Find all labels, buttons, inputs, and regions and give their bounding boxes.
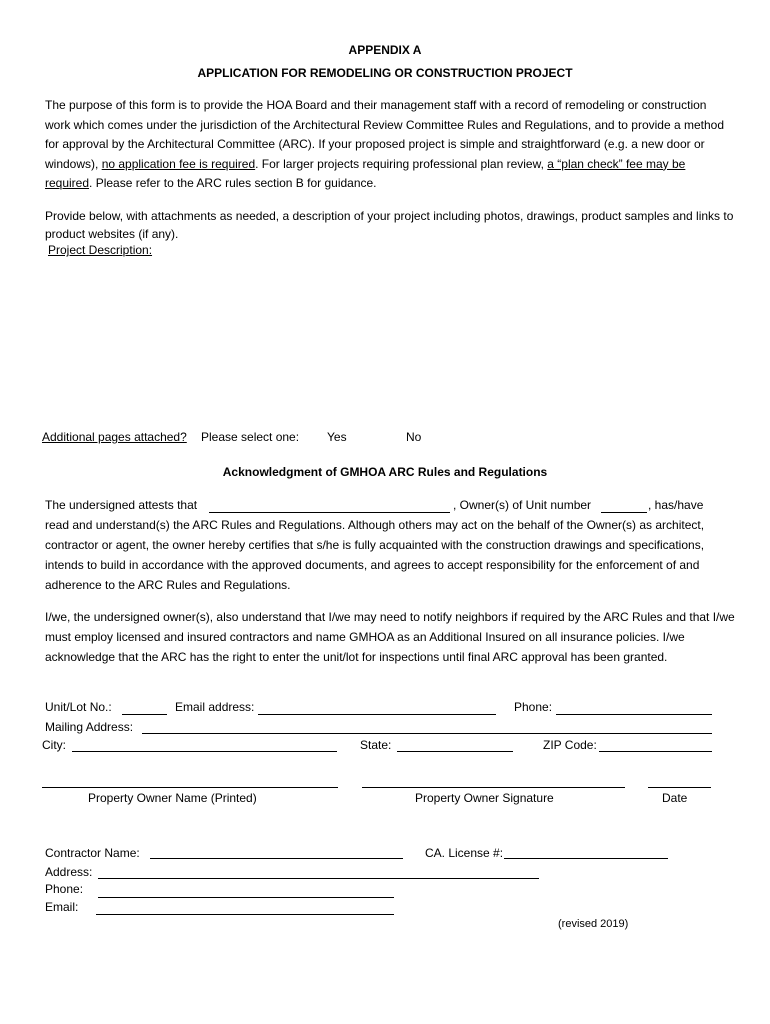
intro-paragraph: [45, 96, 735, 194]
description-instructions: Provide below, with attachments as needed, a description of your project including photos, drawings, product samples and links to product websites (if any).: [45, 209, 734, 241]
phone-label: Phone:: [514, 700, 553, 714]
additional-pages-label: Additional pages attached?: [42, 430, 187, 444]
phone-input[interactable]: [556, 714, 712, 715]
owner-of-unit-text: , Owner(s) of Unit number: [453, 498, 592, 512]
date-input[interactable]: [648, 787, 711, 788]
has-have-text: , has/have: [648, 498, 704, 512]
contractor-email-input[interactable]: [96, 914, 394, 915]
contractor-name-input[interactable]: [150, 858, 403, 859]
unit-number-blank[interactable]: [601, 512, 647, 513]
ca-license-input[interactable]: [504, 858, 668, 859]
contractor-email-label: Email:: [45, 900, 79, 914]
intro-text-3: . Please refer to the ARC rules section B for guidance.: [89, 176, 377, 191]
contractor-phone-label: Phone:: [45, 882, 84, 896]
contractor-address-input[interactable]: [98, 878, 539, 879]
page-title: APPLICATION FOR REMODELING OR CONSTRUCTION PROJECT: [197, 66, 573, 80]
ca-license-label: CA. License #:: [425, 846, 504, 860]
owner-name-printed-label: Property Owner Name (Printed): [88, 791, 257, 805]
acknowledgment-heading: Acknowledgment of GMHOA ARC Rules and Regulations: [222, 465, 548, 479]
zip-code-input[interactable]: [599, 751, 712, 752]
email-address-input[interactable]: [258, 714, 496, 715]
owner-understanding-paragraph: I/we, the undersigned owner(s), also understand that I/we may need to notify neighbors if required by the ARC Rules and that I/we must employ licensed and insured contractors and name GMHOA as an Additional Insured on all insurance policies. I/we acknowledge that the ARC has the right to enter the unit/lot for inspections until final ARC approval has been granted.: [45, 610, 735, 664]
select-one-prompt: Please select one:: [201, 430, 300, 444]
owner-name-printed-input[interactable]: [42, 787, 338, 788]
zip-code-label: ZIP Code:: [543, 738, 597, 752]
revision-note: (revised 2019): [558, 918, 629, 930]
unit-lot-label: Unit/Lot No.:: [45, 700, 112, 714]
contractor-address-label: Address:: [45, 865, 93, 879]
acknowledgment-paragraph: read and understand(s) the ARC Rules and Regulations. Although others may act on the behalf of the Owner(s) as architect, contractor or agent, the owner hereby certifies that s/he is fully acquainted with the construction drawings and specifications, intends to build in accordance with the approved documents, and agrees to accept responsibility for the enforcement of and adherence to the ARC Rules and Regulations.: [45, 518, 705, 592]
mailing-address-input[interactable]: [142, 733, 712, 734]
attest-text: The undersigned attests that: [45, 498, 198, 512]
yes-option[interactable]: Yes: [327, 430, 347, 444]
unit-lot-input[interactable]: [122, 714, 167, 715]
no-option[interactable]: No: [406, 430, 422, 444]
state-label: State:: [360, 738, 392, 752]
city-input[interactable]: [72, 751, 337, 752]
plan-check-fee-note: a “plan check” fee may be required: [45, 156, 686, 191]
no-fee-note: no application fee is required: [101, 156, 256, 171]
date-label: Date: [662, 791, 688, 805]
contractor-name-label: Contractor Name:: [45, 846, 140, 860]
intro-text-1: The purpose of this form is to provide the HOA Board and their management staff with a record of remodeling or construction work which comes under the jurisdiction of the Architectural Review Committee Rules and Regulations, and to provide a method for approval by the Architectural Committee (ARC). If your proposed project is simple and straightforward (e.g. a new door or windows),: [45, 98, 725, 171]
project-description-label: Project Description:: [48, 243, 153, 257]
owner-signature-label: Property Owner Signature: [415, 791, 554, 805]
contractor-phone-input[interactable]: [98, 897, 394, 898]
owner-signature-input[interactable]: [362, 787, 625, 788]
mailing-address-label: Mailing Address:: [45, 720, 134, 734]
owner-name-blank[interactable]: [209, 512, 450, 513]
state-input[interactable]: [397, 751, 513, 752]
project-description-area[interactable]: [45, 262, 735, 422]
city-label: City:: [42, 738, 66, 752]
email-address-label: Email address:: [175, 700, 255, 714]
intro-text-2: . For larger projects requiring professional plan review,: [255, 156, 548, 171]
appendix-label: APPENDIX A: [348, 43, 422, 57]
